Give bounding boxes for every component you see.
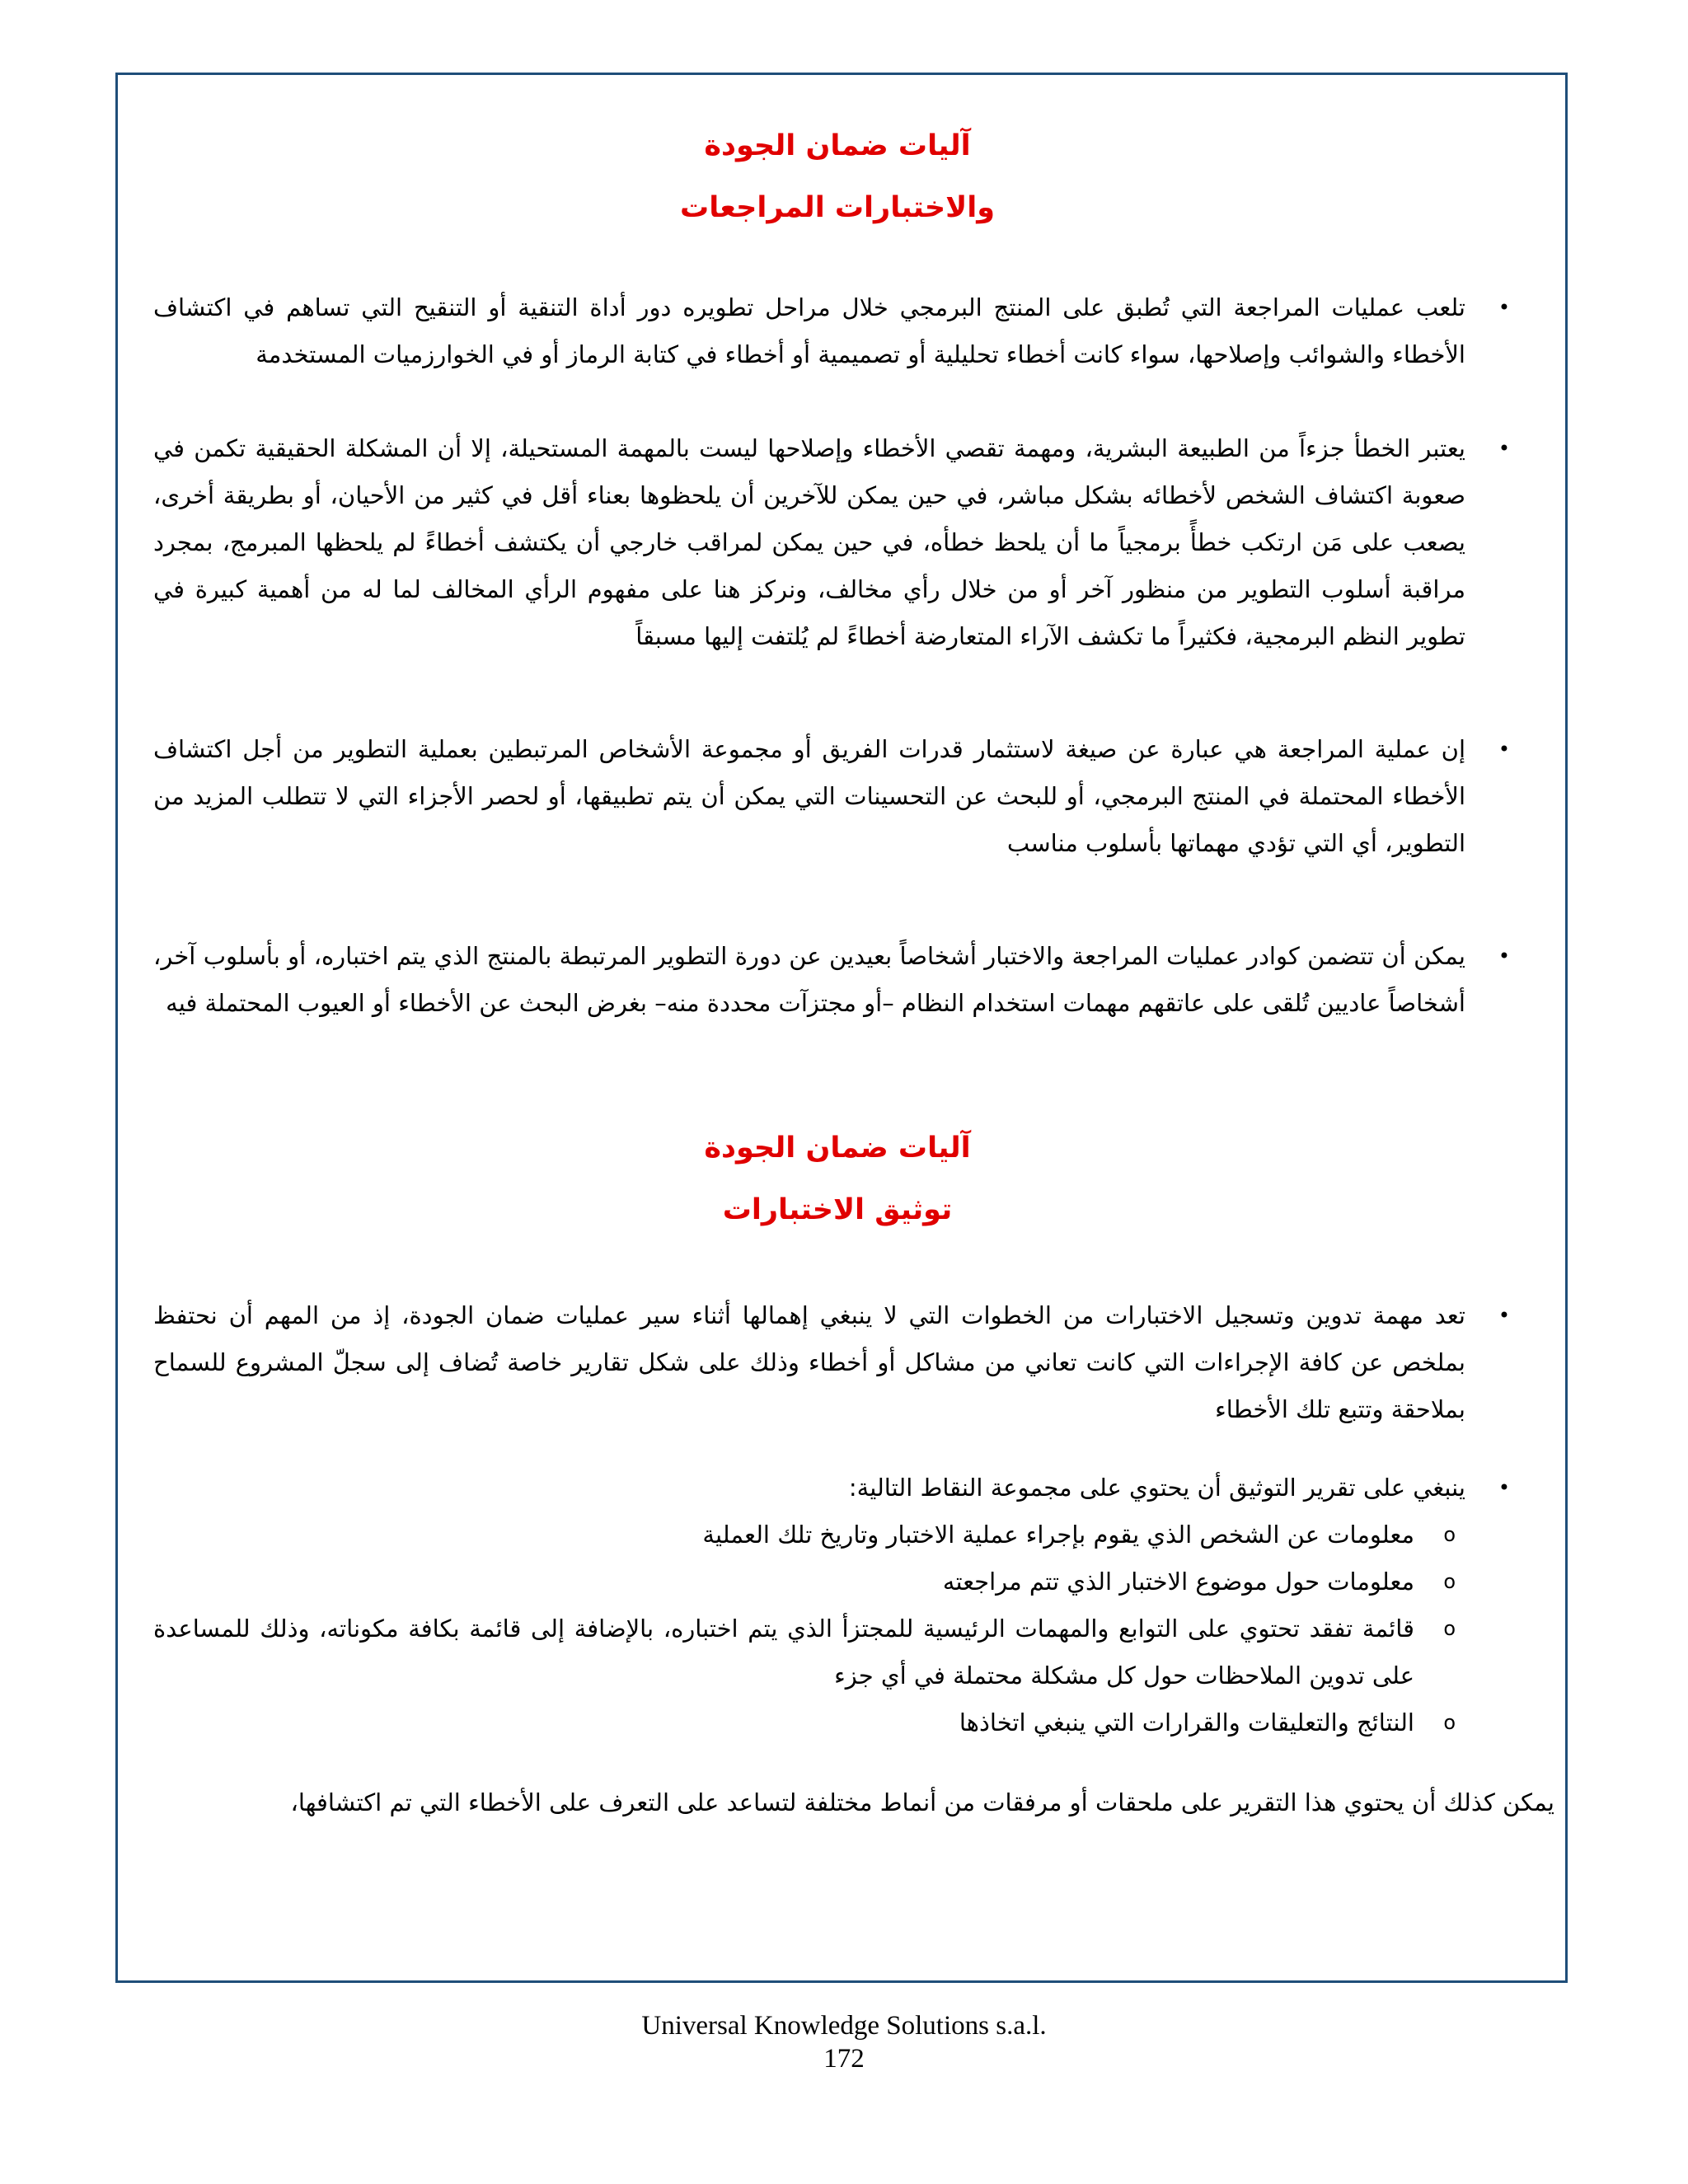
list-item	[153, 933, 1522, 1027]
sub-list-item	[153, 1511, 1522, 1558]
closing-paragraph: يمكن كذلك أن يحتوي هذا التقرير على ملحقات أو مرفقات من أنماط مختلفة لتساعد على التعرف على الأخطاء التي تم اكتشافها،	[290, 1788, 1554, 1816]
list-item	[153, 1465, 1522, 1511]
sub-list-item	[153, 1699, 1522, 1746]
bullet-icon: •	[1498, 1304, 1510, 1327]
list-item	[153, 726, 1522, 867]
list-item	[153, 284, 1522, 378]
footer-publisher: Universal Knowledge Solutions s.a.l.	[641, 2011, 1047, 2041]
bullet-icon: •	[1498, 296, 1510, 319]
sub-list-item-text: النتائج والتعليقات والقرارات التي ينبغي اتخاذها	[959, 1708, 1414, 1736]
circle-bullet-icon: o	[1443, 1617, 1456, 1640]
sub-list-item-text: معلومات عن الشخص الذي يقوم بإجراء عملية الاختبار وتاريخ تلك العملية	[702, 1521, 1414, 1549]
list-item	[153, 1292, 1522, 1433]
page-content	[153, 115, 1554, 1826]
list-item	[153, 425, 1522, 660]
list-item-text: تلعب عمليات المراجعة التي تُطبق على المنتج البرمجي خلال مراحل تطويره دور أداة التنقية أو التنقيح التي تساهم في اكتشاف الأخطاء والشوائب وإصلاحها، سواء كانت أخطاء تحليلية أو تصميمية أو أخطاء في كتابة الرماز أو في الخوارزميات المستخدمة	[153, 293, 1465, 368]
section-title-line1: آليات ضمان الجودة	[704, 1132, 971, 1165]
section-title-line2: توثيق الاختبارات	[722, 1193, 953, 1226]
section-title	[153, 115, 1522, 239]
circle-bullet-icon: o	[1443, 1570, 1456, 1593]
bullet-icon: •	[1498, 437, 1510, 460]
bullet-list	[153, 284, 1522, 1027]
sub-list-item	[153, 1558, 1522, 1605]
circle-bullet-icon: o	[1443, 1711, 1456, 1734]
list-item-text: تعد مهمة تدوين وتسجيل الاختبارات من الخطوات التي لا ينبغي إهمالها أثناء سير عمليات ضمان الجودة، إذ من المهم أن نحتفظ بملخص عن كافة الإجراءات التي كانت تعاني من مشاكل أو أخطاء وذلك على شكل تقارير خاصة تُضاف إلى سجلّ المشروع للسماح بملاحقة وتتبع تلك الأخطاء	[153, 1301, 1465, 1423]
circle-bullet-icon: o	[1443, 1523, 1456, 1546]
sub-list-item	[153, 1605, 1522, 1699]
bullet-icon: •	[1498, 944, 1510, 968]
section-title-line2: والاختبارات المراجعات	[680, 191, 995, 224]
sub-list	[153, 1511, 1522, 1746]
bullet-icon: •	[1498, 1476, 1510, 1499]
page-footer	[0, 2009, 1688, 2075]
section-title-line1: آليات ضمان الجودة	[704, 129, 971, 162]
list-item-text: يمكن أن تتضمن كوادر عمليات المراجعة والاختبار أشخاصاً بعيدين عن دورة التطوير المرتبطة بالمنتج الذي يتم اختباره، أو بأسلوب آخر، أشخاصاً عاديين تُلقى على عاتقهم مهمات استخدام النظام –أو مجتزآت محددة منه– بغرض البحث عن الأخطاء أو العيوب المحتملة فيه	[153, 942, 1465, 1017]
bullet-icon: •	[1498, 738, 1510, 761]
list-item-text: إن عملية المراجعة هي عبارة عن صيغة لاستثمار قدرات الفريق أو مجموعة الأشخاص المرتبطين بعملية التطوير من أجل اكتشاف الأخطاء المحتملة في المنتج البرمجي، أو للبحث عن التحسينات التي يمكن أن يتم تطبيقها، أو لحصر الأجزاء التي لا تتطلب المزيد من التطوير، أي التي تؤدي مهماتها بأسلوب مناسب	[153, 735, 1465, 857]
list-item-text: ينبغي على تقرير التوثيق أن يحتوي على مجموعة النقاط التالية:	[848, 1474, 1465, 1502]
section-title	[153, 1118, 1522, 1241]
bullet-list	[153, 1292, 1522, 1511]
page-number: 172	[823, 2044, 865, 2074]
list-item-text: يعتبر الخطأ جزءاً من الطبيعة البشرية، ومهمة تقصي الأخطاء وإصلاحها ليست بالمهمة المستحيلة، إلا أن المشكلة الحقيقية تكمن في صعوبة اكتشاف الشخص لأخطائه بشكل مباشر، في حين يمكن للآخرين أن يلحظوها بعناء أقل في كثير من الأحيان، أو بطريقة أخرى، يصعب على مَن ارتكب خطأً برمجياً ما أن يلحظ خطأه، في حين يمكن لمراقب خارجي أن يكتشف أخطاءً لم يلحظها المبرمج، بمجرد مراقبة أسلوب التطوير من منظور آخر أو من خلال رأي مخالف، ونركز هنا على مفهوم الرأي المخالف لما له من أهمية كبيرة في تطوير النظم البرمجية، فكثيراً ما تكشف الآراء المتعارضة أخطاءً لم يُلتفت إليها مسبقاً	[153, 434, 1465, 650]
sub-list-item-text: قائمة تفقد تحتوي على التوابع والمهمات الرئيسية للمجتزأ الذي يتم اختباره، بالإضافة إلى قائمة بكافة مكوناته، وذلك للمساعدة على تدوين الملاحظات حول كل مشكلة محتملة في أي جزء	[153, 1615, 1414, 1690]
sub-list-item-text: معلومات حول موضوع الاختبار الذي تتم مراجعته	[942, 1568, 1414, 1596]
